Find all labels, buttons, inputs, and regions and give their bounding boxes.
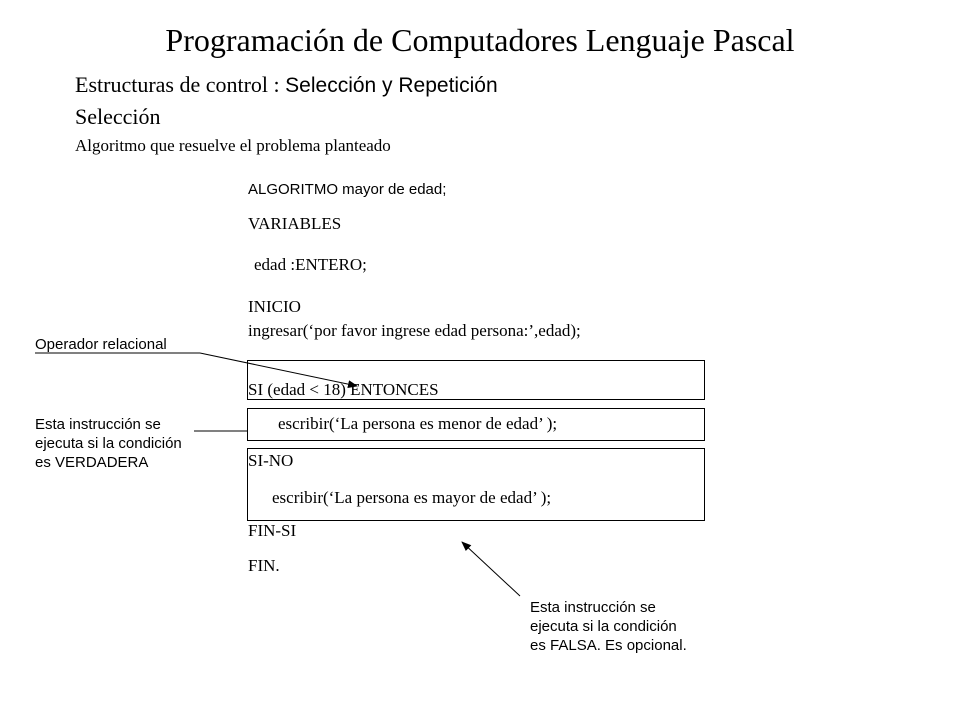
code-line-escribir-mayor: escribir(‘La persona es mayor de edad’ );: [272, 488, 552, 507]
code-line-si-no: SI-NO: [248, 451, 294, 470]
annotation-false-line: Esta instrucción se: [530, 599, 656, 616]
annotation-true-line: es VERDADERA: [35, 454, 149, 471]
code-line-fin-si: FIN-SI: [248, 521, 297, 540]
section-heading: Selección: [75, 104, 161, 129]
code-line-algorithm: ALGORITMO mayor de edad;: [248, 181, 447, 198]
code-line-si: SI (edad < 18) ENTONCES: [248, 380, 439, 399]
code-line-escribir-menor: escribir(‘La persona es menor de edad’ );: [278, 414, 558, 433]
annotation-false-line: ejecuta si la condición: [530, 618, 677, 635]
code-line-ingresar: ingresar(‘por favor ingrese edad persona:’,edad);: [248, 321, 581, 340]
subtitle-suffix: Selección y Repetición: [285, 74, 498, 97]
subtitle-prefix: Estructuras de control :: [75, 72, 286, 97]
annotation-true-line: Esta instrucción se: [35, 416, 161, 433]
section-description: Algoritmo que resuelve el problema planteado: [75, 136, 391, 155]
code-line-variables: VARIABLES: [248, 214, 342, 233]
annotation-true-line: ejecuta si la condición: [35, 435, 182, 452]
code-line-fin: FIN.: [248, 556, 280, 575]
false-branch-arrow: [462, 542, 520, 596]
code-line-inicio: INICIO: [248, 297, 301, 316]
relational-operator-arrow: [200, 353, 357, 386]
annotation-false-line: es FALSA. Es opcional.: [530, 637, 687, 654]
annotation-relational-operator: Operador relacional: [35, 336, 167, 353]
code-line-declaration: edad :ENTERO;: [254, 255, 367, 274]
slide-title: Programación de Computadores Lenguaje Pascal: [165, 22, 795, 58]
